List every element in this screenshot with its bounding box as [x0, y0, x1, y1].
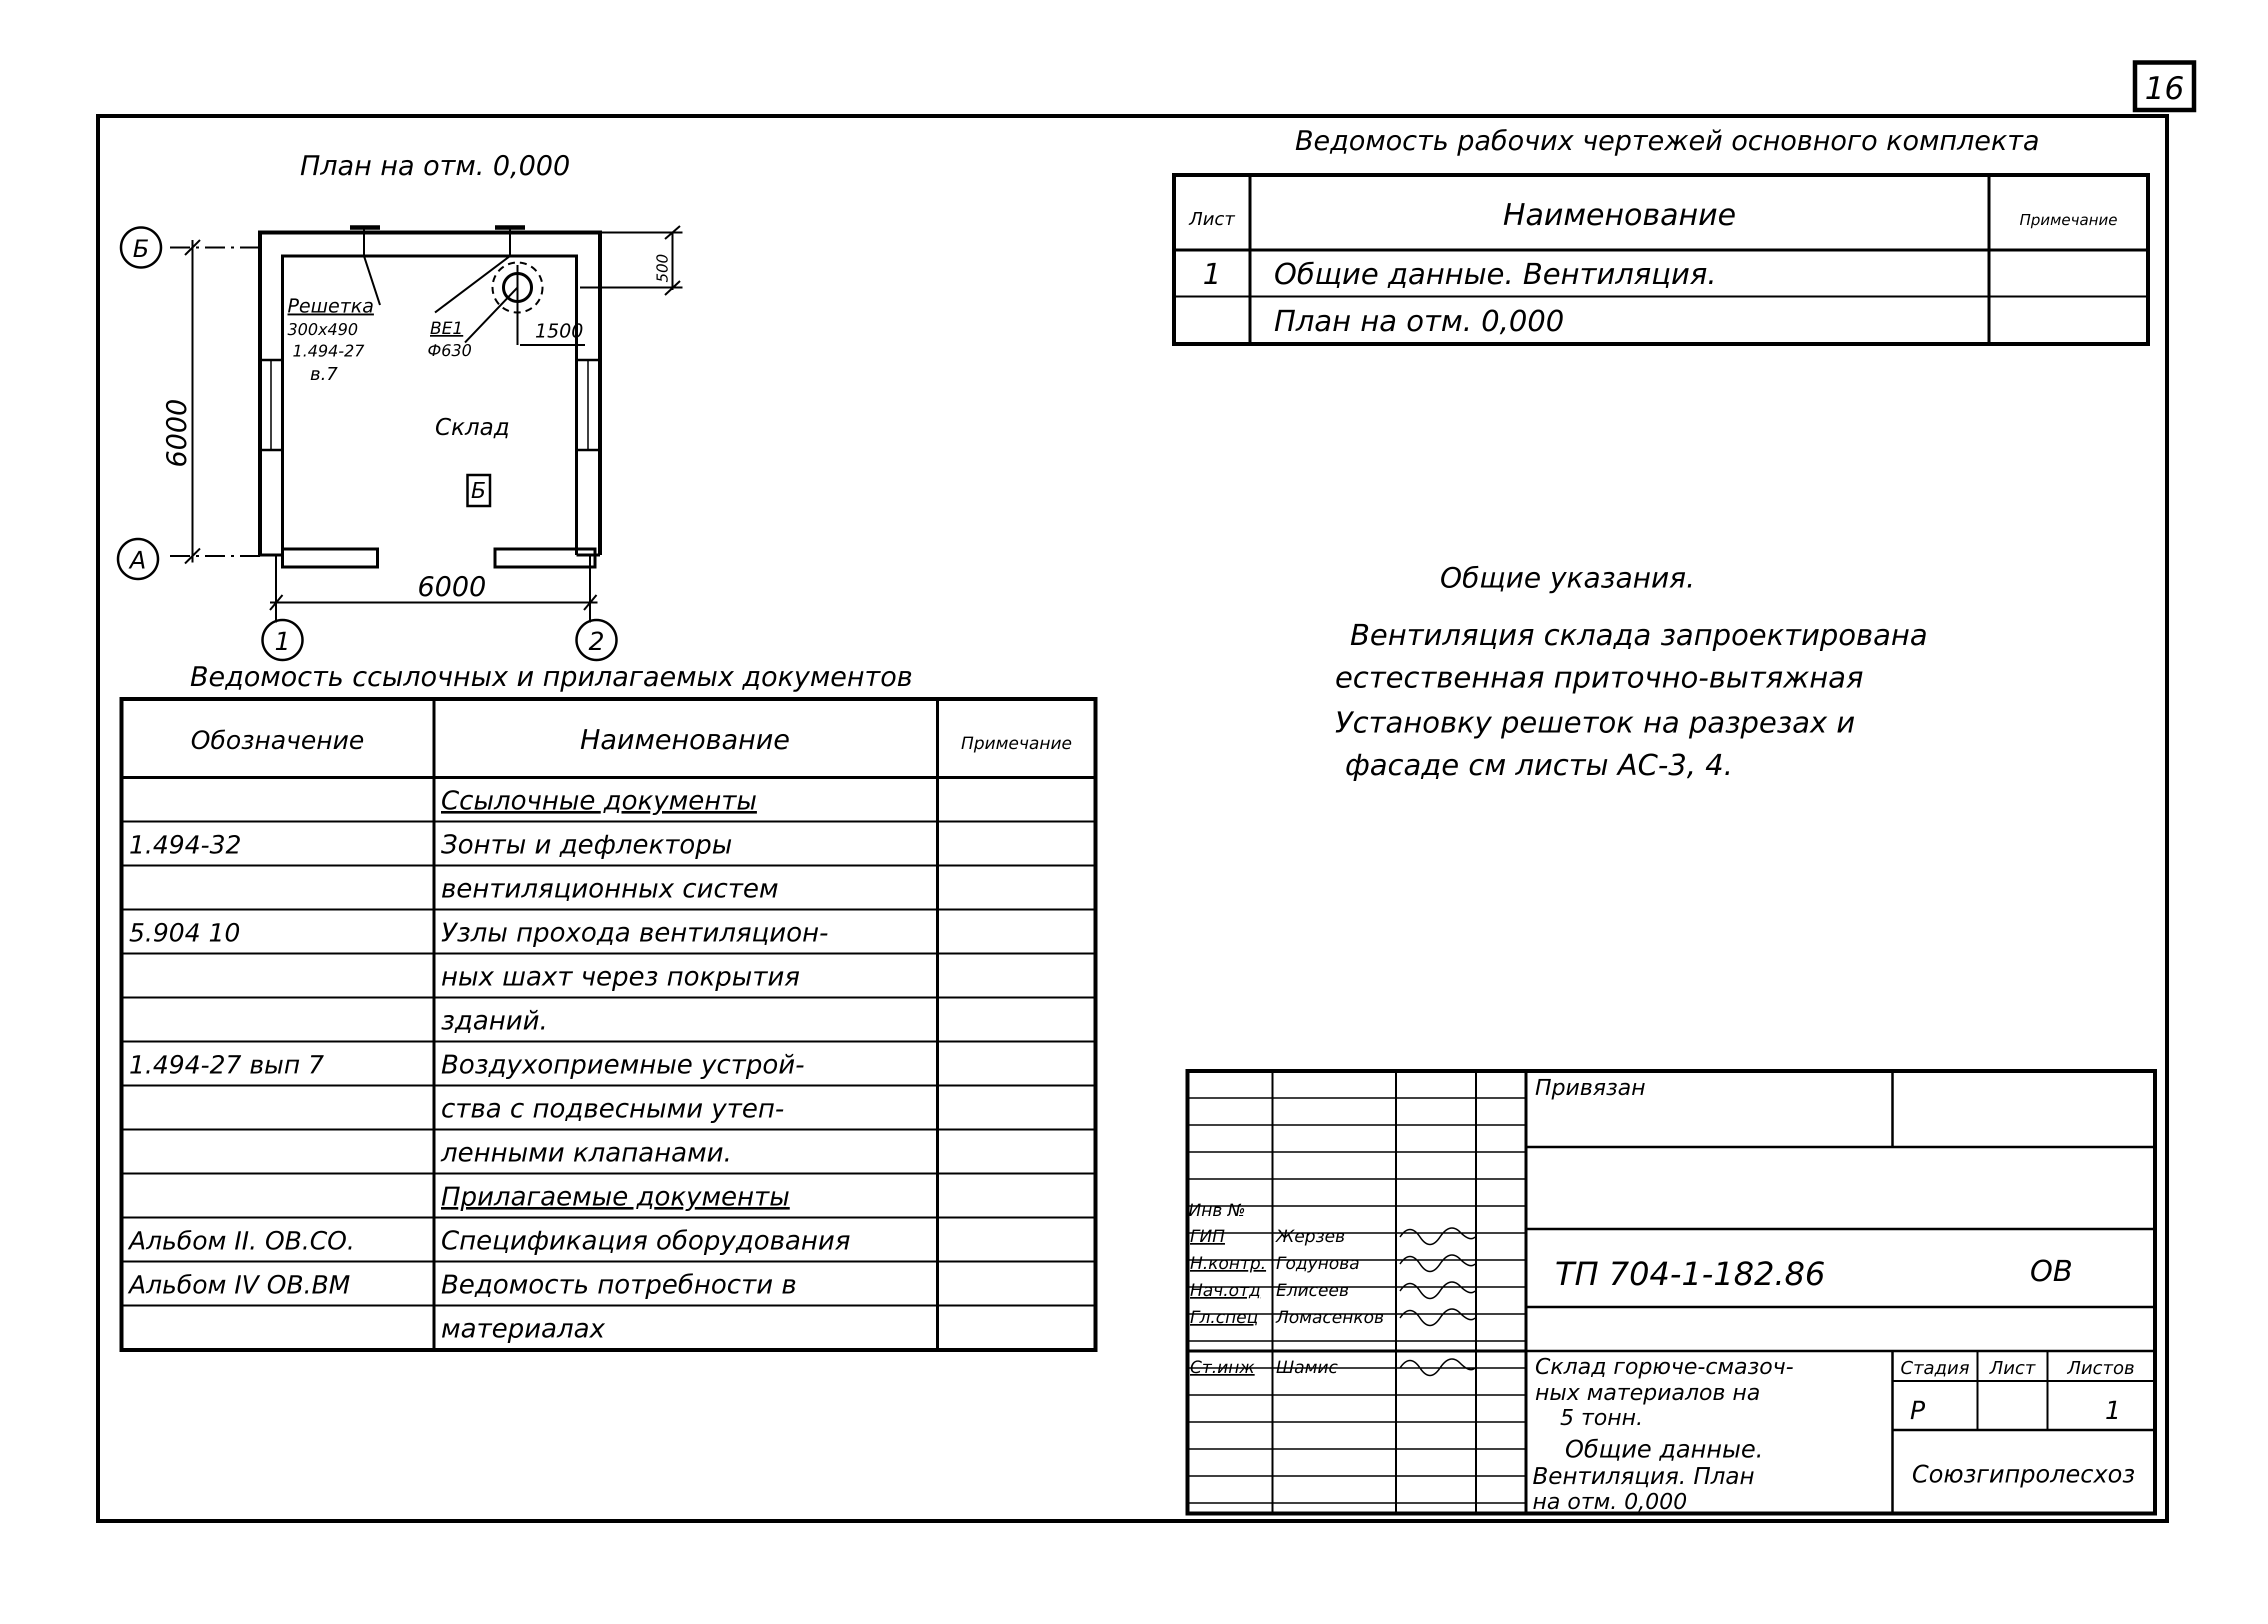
object-name-1: Склад горюче-смазоч-: [1535, 1354, 1794, 1380]
axis-1-label: 1: [274, 627, 290, 656]
ref-row-name: материалах: [441, 1314, 605, 1344]
grille-label-4: в.7: [310, 364, 338, 384]
drawings-list: [1174, 125, 2148, 344]
drawing-frame: [98, 116, 2167, 1521]
sheet-name-3: на отм. 0,000: [1532, 1489, 1688, 1514]
general-notes-title: Общие указания.: [1440, 562, 1695, 594]
vent-label-1: ВЕ1: [430, 318, 464, 338]
signature-mark: [1400, 1255, 1475, 1272]
general-notes-line-2: естественная приточно-вытяжная: [1335, 660, 1864, 694]
bound-label: Привязан: [1535, 1075, 1646, 1100]
sheet-label: Лист: [1990, 1358, 2036, 1378]
drawings-row-1-sheet: 1: [1202, 257, 1222, 291]
dim-1500: 1500: [535, 320, 584, 342]
organization: Союзгипролесхоз: [1912, 1460, 2136, 1488]
signature-mark: [1400, 1282, 1475, 1298]
floor-plan: [118, 150, 682, 660]
page-number-box: [2135, 62, 2194, 110]
ref-row-code: 1.494-32: [129, 830, 242, 860]
grille-label-1: Решетка: [288, 295, 374, 317]
general-notes-line-1: Вентиляция склада запроектирована: [1350, 618, 1928, 652]
ref-row-name: Зонты и дефлекторы: [441, 830, 732, 860]
doc-code: ТП 704-1-182.86: [1555, 1256, 1826, 1293]
ref-row-name: Ведомость потребности в: [441, 1270, 797, 1300]
sheets-value: 1: [2105, 1396, 2121, 1425]
vent-label-2: Ф630: [428, 341, 472, 360]
axis-marker-a: [118, 539, 158, 579]
sheet-name-1: Общие данные.: [1565, 1436, 1764, 1464]
ref-row-name: Спецификация оборудования: [441, 1226, 850, 1256]
room-category: Б: [470, 478, 486, 504]
ref-row-name: ленными клапанами.: [441, 1138, 732, 1168]
staff-role: Гл.спец: [1190, 1308, 1258, 1328]
signature-mark: [1400, 1228, 1475, 1244]
dim-height: 6000: [161, 398, 192, 468]
ref-docs-rows: [128, 786, 850, 1344]
general-notes: [1335, 562, 1928, 782]
ref-row-code: Альбом II. ОВ.СО.: [129, 1226, 355, 1256]
title-block: [1188, 1071, 2155, 1514]
ref-row-name: Прилагаемые документы: [441, 1182, 790, 1212]
sheet-name-2: Вентиляция. План: [1532, 1462, 1755, 1490]
stage-label: Стадия: [1900, 1358, 1970, 1378]
room-name: Склад: [435, 414, 510, 440]
general-notes-line-4: фасаде см листы АС-3, 4.: [1345, 748, 1733, 782]
plan-title: План на отм. 0,000: [300, 150, 570, 182]
drawings-header-sheet: Лист: [1189, 209, 1235, 230]
staff-name: Жерзев: [1276, 1226, 1346, 1246]
grille-label-2: 300х490: [288, 320, 358, 339]
grille-callout: [288, 295, 374, 384]
object-name-3: 5 тонн.: [1560, 1405, 1644, 1430]
ref-row-code: 1.494-27 вып 7: [129, 1050, 324, 1080]
ref-row-name: ных шахт через покрытия: [441, 962, 800, 992]
axis-2-label: 2: [588, 627, 604, 656]
ref-docs-title: Ведомость ссылочных и прилагаемых документов: [190, 661, 913, 692]
drawings-header-name: Наименование: [1502, 198, 1736, 232]
ref-header-code: Обозначение: [190, 726, 364, 755]
plan-walls: [260, 228, 600, 567]
vent-callout: [428, 318, 472, 360]
signature-mark: [1400, 1309, 1475, 1326]
ref-row-code: Альбом IV ОВ.ВМ: [129, 1270, 350, 1300]
drawings-row-1-name: Общие данные. Вентиляция.: [1274, 257, 1717, 291]
axis-b-label: Б: [132, 235, 150, 263]
dim-width: 6000: [418, 571, 486, 602]
staff-name: Елисеев: [1276, 1280, 1349, 1300]
plan-dimensions: [170, 226, 682, 615]
stage-value: Р: [1910, 1396, 1926, 1425]
axis-marker-b: [121, 228, 161, 268]
staff-role: Н.контр.: [1190, 1254, 1266, 1274]
mark: ОВ: [2030, 1254, 2073, 1288]
ref-row-name: ства с подвесными утеп-: [441, 1094, 784, 1124]
ref-row-code: 5.904 10: [129, 918, 240, 948]
inv-label: Инв №: [1188, 1200, 1246, 1220]
ref-row-name: зданий.: [441, 1006, 548, 1036]
axis-marker-2: [576, 615, 616, 660]
ref-row-name: Узлы прохода вентиляцион-: [441, 918, 828, 948]
ref-header-name: Наименование: [580, 724, 790, 756]
axis-marker-1: [262, 615, 302, 660]
drawings-header-note: Примечание: [2020, 212, 2118, 229]
staff-role: ГИП: [1190, 1226, 1225, 1246]
page-number: 16: [2144, 70, 2184, 106]
dim-small: 500: [654, 254, 672, 282]
sheets-label: Листов: [2067, 1358, 2135, 1378]
staff-name: Годунова: [1276, 1254, 1360, 1274]
object-name-2: ных материалов на: [1535, 1380, 1760, 1406]
staff-name: Ломасенков: [1276, 1308, 1384, 1328]
staff-name: Шамис: [1276, 1358, 1338, 1378]
ref-row-name: Ссылочные документы: [441, 786, 757, 816]
general-notes-line-3: Установку решеток на разрезах и: [1335, 706, 1856, 740]
drawings-row-2-name: План на отм. 0,000: [1274, 304, 1564, 338]
axis-a-label: А: [130, 546, 146, 574]
drawings-list-title: Ведомость рабочих чертежей основного комплекта: [1295, 125, 2040, 156]
staff-role: Нач.отд: [1190, 1280, 1261, 1300]
ref-docs: [122, 661, 1096, 1350]
ref-header-note: Примечание: [961, 734, 1072, 754]
staff-list: [1190, 1226, 1475, 1378]
ref-row-name: Воздухоприемные устрой-: [441, 1050, 805, 1080]
grille-label-3: 1.494-27: [292, 342, 364, 360]
staff-role: Ст.инж: [1190, 1358, 1255, 1378]
ref-row-name: вентиляционных систем: [441, 874, 779, 904]
